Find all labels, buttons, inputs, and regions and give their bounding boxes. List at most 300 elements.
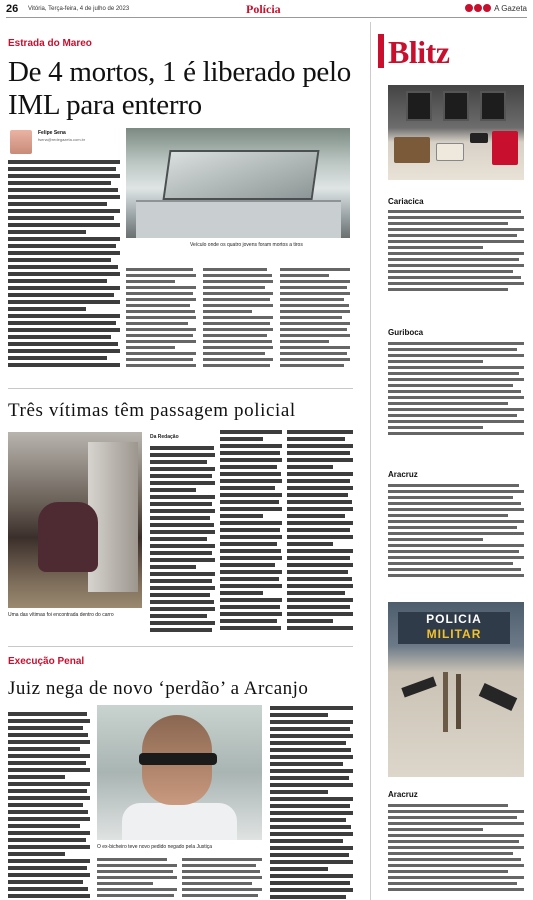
text-line [270, 797, 353, 801]
text-line [8, 866, 87, 870]
text-line [150, 523, 214, 527]
text-line [8, 223, 120, 227]
text-line [8, 810, 88, 814]
text-line [270, 720, 353, 724]
text-line [97, 882, 153, 885]
text-line [150, 600, 214, 604]
text-line [287, 612, 353, 616]
text-line [8, 244, 116, 248]
article1-column-3 [203, 268, 273, 373]
brand-name: A Gazeta [494, 4, 527, 13]
text-line [280, 364, 344, 367]
text-line [388, 366, 524, 369]
text-line [220, 430, 282, 434]
text-line [388, 496, 513, 499]
text-line [150, 516, 210, 520]
text-line [220, 465, 277, 469]
article2-photo-caption: Uma das vítimas foi encontrada dentro do carro [8, 612, 114, 618]
text-line [388, 816, 517, 819]
text-line [388, 852, 513, 855]
windshield-shape [162, 150, 319, 200]
divider [8, 646, 353, 647]
text-line [220, 528, 280, 532]
text-line [150, 481, 215, 485]
text-line [126, 298, 196, 301]
text-line [270, 846, 353, 850]
text-line [388, 562, 513, 565]
text-line [8, 286, 120, 290]
text-line [150, 565, 196, 569]
text-line [150, 474, 212, 478]
text-line [388, 288, 508, 291]
knife-shape [443, 672, 448, 732]
text-line [280, 310, 350, 313]
text-line [388, 240, 524, 243]
text-line [8, 230, 86, 234]
article2-headline: Três vítimas têm passagem policial [8, 400, 296, 421]
text-line [182, 888, 262, 891]
logo-dot-icon [465, 4, 473, 12]
text-line [8, 251, 120, 255]
text-line [8, 314, 120, 318]
text-line [388, 538, 483, 541]
pistol-shape [479, 683, 518, 711]
text-line [270, 811, 353, 815]
text-line [270, 755, 353, 759]
text-line [388, 574, 524, 577]
text-line [270, 825, 351, 829]
blitz-accent-bar [378, 34, 384, 68]
text-line [270, 818, 346, 822]
text-line [270, 804, 350, 808]
judge-photo [97, 705, 262, 840]
text-line [287, 472, 353, 476]
text-line [8, 873, 90, 877]
sidebar-item-text [388, 804, 524, 898]
article3-column-4 [270, 706, 353, 900]
text-line [287, 591, 345, 595]
text-line [150, 544, 215, 548]
text-line [220, 500, 279, 504]
text-line [126, 340, 196, 343]
text-line [220, 584, 282, 588]
text-line [8, 293, 114, 297]
text-line [8, 258, 111, 262]
article3-photo-caption: O ex-bicheiro teve novo pedido negado pela Justiça [97, 844, 213, 850]
text-line [388, 414, 517, 417]
text-line [126, 358, 193, 361]
text-line [126, 286, 196, 289]
text-line [8, 174, 120, 178]
text-line [280, 280, 350, 283]
text-line [8, 181, 111, 185]
text-line [150, 537, 207, 541]
text-line [287, 542, 333, 546]
text-line [150, 488, 196, 492]
text-line [126, 316, 196, 319]
text-line [8, 272, 120, 276]
text-line [126, 280, 175, 283]
text-line [150, 495, 215, 499]
text-line [270, 713, 328, 717]
text-line [8, 726, 83, 730]
text-line [220, 563, 275, 567]
text-line [182, 864, 256, 867]
article1-column-4 [280, 268, 350, 373]
text-line [8, 237, 120, 241]
text-line [150, 579, 212, 583]
article1-kicker: Estrada do Mareo [8, 38, 92, 49]
text-line [203, 346, 273, 349]
shirt-shape [122, 803, 237, 840]
text-line [388, 526, 517, 529]
seized-red-item [492, 131, 518, 165]
text-line [8, 328, 120, 332]
text-line [388, 846, 524, 849]
text-line [388, 276, 521, 279]
text-line [8, 761, 86, 765]
text-line [287, 563, 353, 567]
text-line [203, 322, 270, 325]
text-line [203, 334, 267, 337]
text-line [388, 420, 524, 423]
text-line [388, 870, 508, 873]
knife-shape [456, 674, 461, 729]
text-line [203, 280, 273, 283]
text-line [270, 706, 353, 710]
text-line [270, 888, 353, 892]
text-line [203, 352, 265, 355]
text-line [150, 460, 207, 464]
text-line [388, 502, 521, 505]
text-line [220, 619, 277, 623]
text-line [126, 364, 196, 367]
text-line [388, 378, 524, 381]
text-line [287, 430, 353, 434]
text-line [220, 598, 282, 602]
page-number: 26 [6, 3, 19, 15]
text-line [8, 216, 114, 220]
text-line [388, 810, 524, 813]
text-line [280, 286, 347, 289]
text-line [388, 426, 483, 429]
text-line [220, 549, 281, 553]
text-line [97, 876, 177, 879]
text-line [388, 840, 519, 843]
text-line [8, 817, 90, 821]
text-line [203, 364, 270, 367]
text-line [388, 532, 524, 535]
article1-photo-caption: Veículo onde os quatro jovens foram mortos a tiros [190, 242, 303, 248]
text-line [388, 258, 519, 261]
text-line [280, 268, 350, 271]
text-line [8, 845, 90, 849]
article2-column-3 [287, 430, 353, 636]
text-line [287, 528, 350, 532]
backdrop-panel [406, 91, 432, 121]
text-line [203, 340, 272, 343]
text-line [203, 274, 272, 277]
text-line [8, 887, 88, 891]
sidebar-divider [370, 22, 371, 900]
text-line [203, 292, 273, 295]
police-sign-line2: MILITAR [426, 627, 482, 641]
sidebar-item-title: Cariacica [388, 197, 424, 206]
text-line [287, 619, 333, 623]
text-line [287, 444, 353, 448]
text-line [388, 342, 524, 345]
text-line [150, 558, 215, 562]
text-line [270, 769, 353, 773]
text-line [8, 880, 83, 884]
text-line [220, 542, 277, 546]
article1-headline: De 4 mortos, 1 é liberado pelo IML para enterro [8, 56, 351, 121]
text-line [8, 209, 120, 213]
text-line [388, 408, 524, 411]
text-line [8, 747, 80, 751]
text-line [220, 626, 281, 630]
text-line [287, 549, 353, 553]
text-line [126, 334, 193, 337]
text-line [287, 465, 333, 469]
text-line [203, 316, 273, 319]
text-line [126, 292, 193, 295]
text-line [220, 486, 275, 490]
text-line [220, 444, 282, 448]
text-line [8, 300, 120, 304]
text-line [287, 535, 353, 539]
text-line [182, 894, 258, 897]
text-line [220, 521, 282, 525]
logo-dot-icon [474, 4, 482, 12]
text-line [388, 354, 524, 357]
text-line [8, 859, 90, 863]
text-line [220, 605, 280, 609]
article2-column-1 [150, 446, 215, 636]
text-line [220, 556, 282, 560]
text-line [8, 279, 107, 283]
text-line [388, 348, 517, 351]
text-line [287, 507, 353, 511]
text-line [126, 310, 195, 313]
text-line [388, 270, 513, 273]
text-line [150, 628, 212, 632]
text-line [8, 789, 87, 793]
text-line [150, 586, 215, 590]
text-line [388, 264, 524, 267]
text-line [220, 458, 282, 462]
text-line [287, 556, 350, 560]
sunglasses-shape [139, 753, 217, 765]
text-line [126, 268, 193, 271]
text-line [287, 451, 350, 455]
text-line [8, 775, 65, 779]
article2-byline: Da Redação [150, 434, 179, 440]
text-line [270, 832, 353, 836]
text-line [388, 402, 508, 405]
text-line [287, 577, 352, 581]
text-line [150, 593, 210, 597]
text-line [287, 514, 345, 518]
text-line [388, 384, 513, 387]
text-line [126, 352, 196, 355]
text-line [8, 167, 116, 171]
text-line [287, 479, 350, 483]
text-line [270, 748, 351, 752]
author-box [10, 130, 120, 156]
text-line [280, 322, 350, 325]
text-line [150, 446, 214, 450]
text-line [388, 508, 524, 511]
text-line [220, 535, 282, 539]
text-line [97, 864, 177, 867]
text-line [270, 874, 353, 878]
text-line [270, 734, 353, 738]
section-title: Polícia [246, 2, 281, 16]
text-line [8, 160, 120, 164]
text-line [270, 881, 350, 885]
article3-headline: Juiz nega de novo ‘perdão’ a Arcanjo [8, 678, 309, 699]
text-line [126, 274, 196, 277]
text-line [287, 437, 345, 441]
text-line [203, 268, 267, 271]
text-line [388, 210, 521, 213]
backdrop-panel [480, 91, 506, 121]
text-line [270, 762, 343, 766]
text-line [8, 740, 90, 744]
text-line [150, 467, 215, 471]
text-line [97, 888, 177, 891]
text-line [388, 550, 519, 553]
text-line [8, 321, 116, 325]
text-line [280, 358, 350, 361]
text-line [388, 282, 524, 285]
avatar [10, 130, 32, 154]
text-line [270, 790, 328, 794]
text-line [388, 216, 524, 219]
text-line [8, 195, 120, 199]
text-line [182, 870, 260, 873]
author-email: fsena@redegazeta.com.br [38, 137, 86, 142]
text-line [8, 768, 90, 772]
text-line [220, 493, 282, 497]
text-line [270, 839, 343, 843]
text-line [8, 188, 118, 192]
text-line [8, 803, 83, 807]
sidebar-item-title: Aracruz [388, 790, 418, 799]
text-line [280, 334, 350, 337]
text-line [388, 834, 524, 837]
text-line [8, 202, 107, 206]
text-line [182, 876, 262, 879]
text-line [287, 570, 348, 574]
text-line [8, 782, 90, 786]
text-line [388, 432, 524, 435]
police-sign-line1: POLICIA [426, 612, 482, 626]
text-line [150, 453, 215, 457]
hood-shape [136, 200, 341, 238]
text-line [220, 451, 280, 455]
text-line [97, 894, 174, 897]
text-line [8, 894, 90, 898]
text-line [150, 621, 215, 625]
text-line [388, 234, 517, 237]
text-line [150, 572, 215, 576]
text-line [220, 514, 263, 518]
text-line [8, 733, 88, 737]
text-line [8, 719, 90, 723]
sidebar-item-text [388, 484, 524, 584]
text-line [280, 304, 349, 307]
text-line [287, 458, 353, 462]
police-seizure-photo [388, 602, 524, 777]
text-line [270, 783, 353, 787]
text-line [182, 882, 252, 885]
article3-column-2 [97, 858, 177, 900]
seized-package [436, 143, 464, 161]
article2-column-2 [220, 430, 282, 636]
text-line [388, 864, 524, 867]
text-line [126, 304, 190, 307]
text-line [150, 502, 212, 506]
text-line [8, 754, 90, 758]
text-line [8, 349, 120, 353]
text-line [203, 358, 273, 361]
text-line [388, 490, 524, 493]
article3-column-3 [182, 858, 262, 900]
text-line [97, 858, 167, 861]
author-name: Felipe Sena [38, 130, 66, 136]
text-line [126, 322, 188, 325]
text-line [126, 328, 196, 331]
text-line [8, 342, 118, 346]
text-line [388, 396, 524, 399]
text-line [388, 568, 521, 571]
text-line [388, 372, 519, 375]
text-line [388, 822, 524, 825]
text-line [8, 852, 65, 856]
text-line [126, 346, 175, 349]
text-line [270, 727, 350, 731]
text-line [388, 252, 524, 255]
text-line [150, 530, 215, 534]
text-line [220, 577, 279, 581]
text-line [388, 222, 508, 225]
text-line [270, 741, 346, 745]
text-line [150, 614, 207, 618]
text-line [388, 228, 524, 231]
text-line [287, 500, 352, 504]
text-line [220, 507, 282, 511]
sidebar-item-title: Guriboca [388, 328, 424, 337]
text-line [150, 551, 212, 555]
text-line [287, 486, 353, 490]
text-line [220, 479, 282, 483]
text-line [388, 888, 524, 891]
text-line [203, 286, 265, 289]
text-line [270, 776, 349, 780]
text-line [203, 304, 273, 307]
sidebar-title: Blitz [388, 34, 450, 70]
page-header [6, 2, 527, 18]
text-line [287, 626, 353, 630]
text-line [270, 853, 349, 857]
text-line [280, 340, 329, 343]
text-line [97, 870, 173, 873]
text-line [287, 493, 348, 497]
text-line [388, 556, 524, 559]
text-line [150, 509, 215, 513]
